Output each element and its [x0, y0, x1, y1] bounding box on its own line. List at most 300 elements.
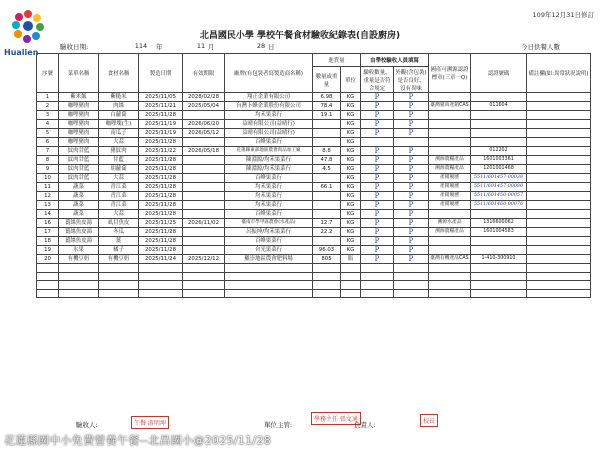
cell-check-qty: P — [361, 246, 394, 255]
cell-qty — [313, 210, 341, 219]
cell-qty — [313, 281, 341, 290]
cell-supplier: 台灣卜蜂企業股份有限公司 — [225, 102, 313, 111]
cell-cert-mark — [429, 237, 471, 246]
cell-no: 11 — [37, 183, 59, 192]
cell-supplier: 百峰果菜行 — [225, 237, 313, 246]
cell-check-appearance — [394, 272, 429, 281]
cell-ingredient — [99, 272, 139, 281]
cell-cert-mark: 產銷履歷 — [429, 201, 471, 210]
cell-qty: 6.98 — [313, 93, 341, 102]
cell-dish: 水果 — [59, 246, 99, 255]
cell-check-appearance: P — [394, 192, 429, 201]
cell-unit: KG — [341, 246, 361, 255]
cell-ingredient: 大蒜 — [99, 210, 139, 219]
cell-mfg-date: 2025/11/28 — [139, 237, 183, 246]
cell-remark — [527, 183, 591, 192]
date-year: 114 — [134, 42, 148, 50]
cell-supplier — [225, 272, 313, 281]
cell-mfg-date — [139, 264, 183, 273]
table-row — [37, 156, 591, 165]
cell-no: 13 — [37, 201, 59, 210]
cell-cert-no — [471, 289, 527, 298]
cell-remark — [527, 147, 591, 156]
today-servings-label: 今日供餐人數 — [521, 43, 560, 51]
cell-dish: 薑絲魚皮湯 — [59, 237, 99, 246]
cell-no: 4 — [37, 120, 59, 129]
cell-ingredient — [99, 281, 139, 290]
cell-remark — [527, 237, 591, 246]
cell-no: 6 — [37, 138, 59, 147]
cell-mfg-date — [139, 272, 183, 281]
cell-remark — [527, 138, 591, 147]
cell-cert-mark — [429, 93, 471, 102]
cell-dish: 紋肉甘藍 — [59, 174, 99, 183]
cell-supplier: 翔正企業有限公司 — [225, 93, 313, 102]
cell-mfg-date: 2025/11/28 — [139, 192, 183, 201]
cell-ingredient: 肉絲 — [99, 102, 139, 111]
cell-cert-no: 012202 — [471, 147, 527, 156]
timestamp-watermark: 花蓮縣國中小免費營養午餐--北昌國小@2025/11/28 — [4, 434, 272, 447]
cell-qty: 47.8 — [313, 156, 341, 165]
cell-exp-date: 2025/05/04 — [183, 102, 225, 111]
cell-no: 19 — [37, 246, 59, 255]
cell-remark — [527, 165, 591, 174]
cell-cert-no — [471, 281, 527, 290]
cell-supplier — [225, 264, 313, 273]
cell-check-appearance: P — [394, 165, 429, 174]
cell-exp-date — [183, 111, 225, 120]
cell-mfg-date: 2025/11/05 — [139, 93, 183, 102]
date-month: 11 — [196, 42, 206, 50]
cell-check-qty: P — [361, 210, 394, 219]
cell-supplier: 羅崇地區農會肥料場 — [225, 255, 313, 264]
cell-check-qty — [361, 272, 394, 281]
cell-mfg-date: 2025/11/28 — [139, 228, 183, 237]
cell-no: 8 — [37, 156, 59, 165]
cell-exp-date — [183, 210, 225, 219]
table-row — [37, 210, 591, 219]
cell-mfg-date: 2025/11/24 — [139, 255, 183, 264]
cell-supplier: 均禾果菜行 — [225, 111, 313, 120]
table-row — [37, 264, 591, 273]
cell-dish: 紫米飯 — [59, 93, 99, 102]
cell-unit: 瓶 — [341, 255, 361, 264]
cell-cert-no — [471, 138, 527, 147]
cell-cert-mark: 產銷履歷 — [429, 192, 471, 201]
cell-unit — [341, 264, 361, 273]
cell-ingredient: 南瓜子 — [99, 129, 139, 138]
cell-mfg-date: 2025/11/22 — [139, 147, 183, 156]
inspection-table — [36, 53, 591, 298]
cell-mfg-date: 2025/11/28 — [139, 201, 183, 210]
cell-dish: 紋肉甘藍 — [59, 156, 99, 165]
col-unit: 單位 — [341, 67, 361, 93]
cell-cert-no: 5511/601460-00076 — [471, 201, 527, 210]
cell-dish — [59, 281, 99, 290]
cell-exp-date — [183, 272, 225, 281]
logo-text: Hualien — [4, 48, 39, 57]
cell-unit — [341, 281, 361, 290]
inspector-label: 驗收人: — [76, 421, 98, 429]
cell-dish: 蔬菜 — [59, 192, 99, 201]
cell-qty — [313, 174, 341, 183]
cell-ingredient: 有機豆奶 — [99, 255, 139, 264]
cell-dish: 紋肉甘藍 — [59, 147, 99, 156]
cell-check-appearance: P — [394, 111, 429, 120]
cell-dish: 薑絲魚皮湯 — [59, 219, 99, 228]
cell-cert-mark — [429, 264, 471, 273]
cell-cert-mark: 溯源農糧產品 — [429, 228, 471, 237]
cell-unit — [341, 272, 361, 281]
cell-check-qty: P — [361, 183, 394, 192]
cell-qty — [313, 201, 341, 210]
cell-exp-date: 2026/05/12 — [183, 129, 225, 138]
table-body — [37, 93, 591, 298]
cell-cert-mark: 溯源農糧產品 — [429, 165, 471, 174]
cell-remark — [527, 201, 591, 210]
table-row — [37, 228, 591, 237]
cell-dish: 蔬菜 — [59, 183, 99, 192]
cell-check-qty: P — [361, 219, 394, 228]
cell-ingredient: 冬瓜 — [99, 228, 139, 237]
cell-remark — [527, 281, 591, 290]
cell-unit: KG — [341, 93, 361, 102]
cell-check-appearance: P — [394, 93, 429, 102]
cell-cert-mark — [429, 138, 471, 147]
cell-no — [37, 272, 59, 281]
cell-supplier: 百峰果菜行 — [225, 138, 313, 147]
cell-ingredient: 虱目魚皮 — [99, 219, 139, 228]
cell-check-appearance: P — [394, 210, 429, 219]
cell-check-qty: P — [361, 255, 394, 264]
cell-cert-mark: 臺灣有機產品CAS — [429, 255, 471, 264]
cell-remark — [527, 120, 591, 129]
col-check-group: 由學校驗收人員填寫 — [361, 54, 429, 67]
cell-exp-date: 2026/05/18 — [183, 147, 225, 156]
cell-supplier: 均禾果菜行 — [225, 192, 313, 201]
col-qty: 數量或重量 — [313, 67, 341, 93]
cell-no — [37, 264, 59, 273]
col-cert-no: 認證號碼 — [471, 54, 527, 93]
cell-cert-mark: 產銷履歷 — [429, 183, 471, 192]
cell-remark — [527, 228, 591, 237]
cell-check-qty: P — [361, 201, 394, 210]
cell-check-appearance: P — [394, 246, 429, 255]
cell-check-qty: P — [361, 237, 394, 246]
table-row — [37, 281, 591, 290]
cell-ingredient: 青江菜 — [99, 192, 139, 201]
table-row — [37, 289, 591, 298]
cell-mfg-date: 2025/11/28 — [139, 246, 183, 255]
cell-exp-date — [183, 264, 225, 273]
cell-cert-no: 1601003361 — [471, 156, 527, 165]
cell-cert-no — [471, 129, 527, 138]
cell-supplier: 呂振坤/均禾果菜行 — [225, 228, 313, 237]
table-row — [37, 237, 591, 246]
cell-check-appearance: P — [394, 219, 429, 228]
cell-mfg-date: 2025/11/28 — [139, 165, 183, 174]
cell-exp-date: 2025/12/12 — [183, 255, 225, 264]
col-check-appearance: 外觀(含包裝)是否良好、沒有異味 — [394, 67, 429, 93]
cell-ingredient: 薑 — [99, 237, 139, 246]
cell-unit — [341, 289, 361, 298]
date-label: 驗收日期: — [60, 43, 89, 51]
cell-no: 9 — [37, 165, 59, 174]
cell-no: 16 — [37, 219, 59, 228]
cell-dish — [59, 264, 99, 273]
cell-remark — [527, 111, 591, 120]
cell-unit: KG — [341, 111, 361, 120]
cell-ingredient: 大蒜 — [99, 138, 139, 147]
cell-remark — [527, 272, 591, 281]
page-title: 北昌國民小學 學校午餐食材驗收紀錄表(自設廚房) — [199, 31, 401, 41]
cell-check-appearance: P — [394, 147, 429, 156]
cell-cert-no — [471, 272, 527, 281]
cell-ingredient: 咖哩塊(生) — [99, 120, 139, 129]
cell-check-appearance: P — [394, 255, 429, 264]
table-row — [37, 201, 591, 210]
cell-cert-no — [471, 120, 527, 129]
cell-cert-no: 011604 — [471, 102, 527, 111]
cell-unit: KG — [341, 156, 361, 165]
cell-unit: KG — [341, 165, 361, 174]
cell-exp-date — [183, 201, 225, 210]
table-row — [37, 255, 591, 264]
cell-cert-no: 1601004583 — [471, 228, 527, 237]
unit-head-stamp: 學務主任 張文通 — [311, 412, 361, 425]
cell-unit: KG — [341, 174, 361, 183]
cell-ingredient — [99, 264, 139, 273]
cell-mfg-date — [139, 281, 183, 290]
cell-dish: 咖哩豬肉 — [59, 111, 99, 120]
cell-cert-no: 1-410-300910 — [471, 255, 527, 264]
cell-unit: KG — [341, 102, 361, 111]
cell-unit: KG — [341, 237, 361, 246]
table-row — [37, 174, 591, 183]
cell-unit: KG — [341, 138, 361, 147]
cell-qty — [313, 289, 341, 298]
cell-ingredient: 胡蘿蔔 — [99, 165, 139, 174]
table-row — [37, 111, 591, 120]
table-row — [37, 147, 591, 156]
cell-cert-no: 1316600062 — [471, 219, 527, 228]
cell-qty: 22.2 — [313, 228, 341, 237]
table-row — [37, 246, 591, 255]
cell-qty: 78.4 — [313, 102, 341, 111]
cell-check-appearance: P — [394, 228, 429, 237]
cell-exp-date — [183, 246, 225, 255]
cell-exp-date — [183, 237, 225, 246]
cell-no: 17 — [37, 228, 59, 237]
cell-supplier: 百峰果菜行 — [225, 210, 313, 219]
cell-remark — [527, 192, 591, 201]
table-row — [37, 120, 591, 129]
cell-check-appearance — [394, 289, 429, 298]
cell-ingredient: 紫糙米 — [99, 93, 139, 102]
cell-cert-mark — [429, 272, 471, 281]
cell-exp-date — [183, 228, 225, 237]
cell-exp-date — [183, 165, 225, 174]
cell-dish: 咖哩豬肉 — [59, 138, 99, 147]
table-row — [37, 138, 591, 147]
cell-qty — [313, 129, 341, 138]
cell-mfg-date: 2025/11/28 — [139, 156, 183, 165]
cell-remark — [527, 219, 591, 228]
cell-mfg-date: 2025/11/28 — [139, 210, 183, 219]
cell-check-qty: P — [361, 156, 394, 165]
cell-supplier: 益晴有限公司(益晴行) — [225, 129, 313, 138]
col-exp-date: 有效期限 — [183, 54, 225, 93]
cell-supplier: 臺南市學甲區農會(水產品) — [225, 219, 313, 228]
cell-unit: KG — [341, 192, 361, 201]
cell-unit: KG — [341, 129, 361, 138]
cell-dish: 紋肉甘藍 — [59, 165, 99, 174]
cell-check-qty: P — [361, 102, 394, 111]
cell-unit: KG — [341, 210, 361, 219]
cell-remark — [527, 102, 591, 111]
cell-remark — [527, 264, 591, 273]
cell-no — [37, 281, 59, 290]
cell-check-appearance: P — [394, 183, 429, 192]
inspector-stamp: 午餐 游明坤 — [131, 416, 169, 429]
cell-ingredient: 橘子 — [99, 246, 139, 255]
cell-supplier: 陳淵源/均禾果菜行 — [225, 165, 313, 174]
cell-dish: 蔬菜 — [59, 201, 99, 210]
principal-stamp: 校長 — [420, 414, 438, 427]
cell-supplier — [225, 281, 313, 290]
cell-cert-no — [471, 210, 527, 219]
cell-check-qty: P — [361, 129, 394, 138]
cell-supplier: 均禾果菜行 — [225, 183, 313, 192]
table-row — [37, 102, 591, 111]
cell-no: 20 — [37, 255, 59, 264]
cell-no: 5 — [37, 129, 59, 138]
cell-exp-date — [183, 281, 225, 290]
form-revision-date: 109年12月31日修訂 — [532, 11, 594, 19]
cell-cert-no — [471, 93, 527, 102]
cell-dish — [59, 289, 99, 298]
cell-check-appearance — [394, 281, 429, 290]
cell-check-appearance — [394, 264, 429, 273]
cell-cert-no — [471, 264, 527, 273]
cell-check-appearance: P — [394, 201, 429, 210]
cell-check-qty: P — [361, 147, 394, 156]
cell-qty: 19.1 — [313, 111, 341, 120]
cell-cert-no — [471, 237, 527, 246]
cell-ingredient: 豬紋肉 — [99, 147, 139, 156]
cell-supplier: 百峰果菜行 — [225, 174, 313, 183]
cell-unit: KG — [341, 147, 361, 156]
table-row — [37, 129, 591, 138]
cell-cert-mark: 溯源農糧產品 — [429, 156, 471, 165]
cell-unit: KG — [341, 201, 361, 210]
cell-qty — [313, 138, 341, 147]
col-supplier: 廠牌(有包裝者寫製造商名稱) — [225, 54, 313, 93]
cell-exp-date — [183, 289, 225, 298]
cell-cert-no: 5511/601457-00080 — [471, 183, 527, 192]
cell-mfg-date: 2025/11/28 — [139, 138, 183, 147]
cell-check-qty: P — [361, 174, 394, 183]
cell-remark — [527, 129, 591, 138]
cell-check-qty: P — [361, 192, 394, 201]
cell-exp-date — [183, 138, 225, 147]
cell-check-appearance: P — [394, 120, 429, 129]
cell-dish — [59, 272, 99, 281]
date-day-unit: 日 — [268, 43, 275, 51]
cell-cert-mark — [429, 210, 471, 219]
table-row — [37, 183, 591, 192]
cell-remark — [527, 156, 591, 165]
col-no: 序號 — [37, 54, 59, 93]
cell-cert-mark — [429, 120, 471, 129]
cell-no: 7 — [37, 147, 59, 156]
cell-check-qty: P — [361, 111, 394, 120]
cell-ingredient: 青江菜 — [99, 201, 139, 210]
cell-supplier: 益晴有限公司(益晴行) — [225, 120, 313, 129]
cell-check-appearance: P — [394, 174, 429, 183]
cell-supplier: 陳淵源/均禾果菜行 — [225, 156, 313, 165]
cell-remark — [527, 246, 591, 255]
cell-qty: 12.7 — [313, 219, 341, 228]
cell-no: 2 — [37, 102, 59, 111]
table-row — [37, 93, 591, 102]
cell-mfg-date — [139, 289, 183, 298]
cell-ingredient: 大蒜 — [99, 174, 139, 183]
inspection-date — [60, 42, 275, 51]
cell-ingredient: 白蘿蔔 — [99, 111, 139, 120]
cell-cert-mark: 產銷履歷 — [429, 174, 471, 183]
cell-remark — [527, 255, 591, 264]
cell-qty — [313, 272, 341, 281]
cell-exp-date — [183, 156, 225, 165]
cell-cert-no: 1201001468 — [471, 165, 527, 174]
cell-dish: 咖哩豬肉 — [59, 102, 99, 111]
cell-dish: 薑絲魚皮湯 — [59, 228, 99, 237]
cell-no — [37, 289, 59, 298]
cell-no: 14 — [37, 210, 59, 219]
cell-qty: 96.03 — [313, 246, 341, 255]
cell-mfg-date: 2025/11/19 — [139, 120, 183, 129]
cell-ingredient: 青江菜 — [99, 183, 139, 192]
principal-label: 負責人: — [354, 421, 376, 429]
cell-cert-no: 5511/601457-00038 — [471, 174, 527, 183]
table-row — [37, 272, 591, 281]
unit-head-label: 單位主管: — [264, 421, 293, 429]
cell-unit: KG — [341, 219, 361, 228]
col-check-qty: 驗收數量、重量是否符合規定 — [361, 67, 394, 93]
cell-no: 10 — [37, 174, 59, 183]
table-row — [37, 165, 591, 174]
cell-cert-mark — [429, 289, 471, 298]
cell-dish: 咖哩豬肉 — [59, 129, 99, 138]
cell-qty: 66.1 — [313, 183, 341, 192]
cell-unit: KG — [341, 183, 361, 192]
cell-cert-mark — [429, 281, 471, 290]
cell-ingredient: 甘藍 — [99, 156, 139, 165]
cell-check-qty: P — [361, 93, 394, 102]
cell-supplier: 花蓮縣東部地區農會肉品加工廠 — [225, 147, 313, 156]
cell-dish: 咖哩豬肉 — [59, 120, 99, 129]
cell-exp-date — [183, 192, 225, 201]
cell-mfg-date: 2025/11/28 — [139, 174, 183, 183]
cell-no: 3 — [37, 111, 59, 120]
cell-supplier: 台光果菜行 — [225, 246, 313, 255]
cell-mfg-date: 2025/11/25 — [139, 219, 183, 228]
cell-unit: KG — [341, 120, 361, 129]
cell-check-appearance — [394, 138, 429, 147]
date-day: 28 — [256, 42, 266, 50]
cell-cert-mark: 臺灣豬肉產銷CAS — [429, 102, 471, 111]
